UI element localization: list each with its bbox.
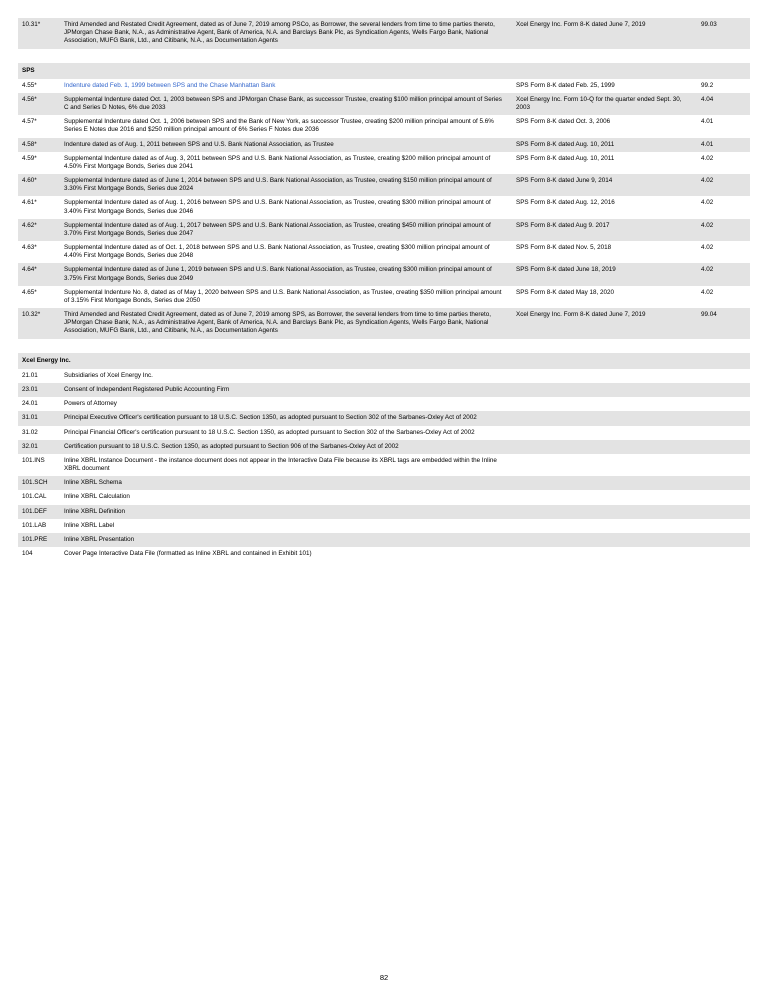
exhibit-description-link[interactable]: Indenture dated Feb. 1, 1999 between SPS and the Chase Manhattan Bank xyxy=(64,81,276,89)
table-row xyxy=(18,490,750,504)
exhibit-method-cell xyxy=(512,533,697,547)
exhibit-description-cell: Certification pursuant to 18 U.S.C. Section 1350, as adopted pursuant to Section 906 of the Sarbanes-Oxley Act of 2002 xyxy=(60,440,512,454)
exhibit-description-cell: Inline XBRL Label xyxy=(60,519,512,533)
exhibit-description-cell: Indenture dated as of Aug. 1, 2011 between SPS and U.S. Bank National Association, as Trustee xyxy=(60,138,512,152)
table-row xyxy=(18,138,750,152)
exhibit-reference-cell xyxy=(697,383,750,397)
exhibit-reference-cell xyxy=(697,490,750,504)
exhibit-description-cell: Supplemental Indenture No. 8, dated as of May 1, 2020 between SPS and U.S. Bank National Association, as Trustee, creating $350 million principal amount of 3.15% First Mortgage Bonds, Series due 2050 xyxy=(60,286,512,308)
exhibit-reference-cell xyxy=(697,426,750,440)
section-heading-label: Xcel Energy Inc. xyxy=(18,353,750,369)
exhibit-description-cell: Subsidiaries of Xcel Energy Inc. xyxy=(60,369,512,383)
exhibit-method-cell xyxy=(512,397,697,411)
exhibit-number-cell: 4.55* xyxy=(18,79,60,93)
exhibit-description-cell: Cover Page Interactive Data File (formatted as Inline XBRL and contained in Exhibit 101) xyxy=(60,547,512,561)
exhibit-number-cell: 101.PRE xyxy=(18,533,60,547)
exhibit-number-cell: 10.32* xyxy=(18,308,60,339)
exhibit-description-cell: Supplemental Indenture dated Oct. 1, 2006 between SPS and the Bank of New York, as successor Trustee, creating $200 million principal amount of 5.6% Series E Notes due 2016 and $250 million principal amount of 6% Series F Notes due 2036 xyxy=(60,115,512,137)
section-heading-row xyxy=(18,353,750,369)
exhibit-number-cell: 4.56* xyxy=(18,93,60,115)
exhibit-method-cell: SPS Form 8-K dated Feb. 25, 1999 xyxy=(512,79,697,93)
exhibit-number-cell: 4.62* xyxy=(18,219,60,241)
exhibit-reference-cell xyxy=(697,547,750,561)
table-row xyxy=(18,369,750,383)
exhibit-description-cell: Supplemental Indenture dated as of Aug. 1, 2017 between SPS and U.S. Bank National Association, as Trustee, creating $450 million principal amount of 3.70% First Mortgage Bonds, Series due 2047 xyxy=(60,219,512,241)
exhibit-method-cell: SPS Form 8-K dated May 18, 2020 xyxy=(512,286,697,308)
exhibit-description-cell: Consent of Independent Registered Public Accounting Firm xyxy=(60,383,512,397)
table-row xyxy=(18,219,750,241)
exhibit-number-cell: 4.58* xyxy=(18,138,60,152)
exhibit-description-cell: Supplemental Indenture dated as of June 1, 2014 between SPS and U.S. Bank National Association, as Trustee, creating $150 million principal amount of 3.30% First Mortgage Bonds, Series due 2024 xyxy=(60,174,512,196)
exhibit-method-cell xyxy=(512,411,697,425)
exhibit-number-cell: 24.01 xyxy=(18,397,60,411)
exhibit-number-cell: 4.57* xyxy=(18,115,60,137)
exhibit-number-cell: 101.LAB xyxy=(18,519,60,533)
section-gap-2 xyxy=(18,339,750,353)
exhibit-table-sps xyxy=(18,63,750,339)
table-row xyxy=(18,426,750,440)
exhibit-method-cell: SPS Form 8-K dated Aug. 10, 2011 xyxy=(512,138,697,152)
table-row xyxy=(18,79,750,93)
exhibit-description-cell: Powers of Attorney xyxy=(60,397,512,411)
exhibit-method-cell xyxy=(512,547,697,561)
exhibit-description-cell: Supplemental Indenture dated as of June 1, 2019 between SPS and U.S. Bank National Association, as Trustee, creating $300 million principal amount of 3.75% First Mortgage Bonds, Series due 2049 xyxy=(60,263,512,285)
exhibit-method-cell xyxy=(512,519,697,533)
exhibit-reference-cell xyxy=(697,505,750,519)
exhibit-method-cell xyxy=(512,454,697,476)
section-heading-label: SPS xyxy=(18,63,750,79)
exhibit-method-cell: SPS Form 8-K dated June 18, 2019 xyxy=(512,263,697,285)
exhibit-description-cell: Principal Executive Officer's certification pursuant to 18 U.S.C. Section 1350, as adopted pursuant to Section 302 of the Sarbanes-Oxley Act of 2002 xyxy=(60,411,512,425)
exhibit-reference-cell: 99.2 xyxy=(697,79,750,93)
table-row xyxy=(18,174,750,196)
exhibit-method-cell xyxy=(512,383,697,397)
table-row xyxy=(18,115,750,137)
exhibit-reference-cell: 4.01 xyxy=(697,138,750,152)
exhibit-method-cell xyxy=(512,490,697,504)
exhibit-number-cell: 101.CAL xyxy=(18,490,60,504)
exhibit-description-cell: Inline XBRL Calculation xyxy=(60,490,512,504)
exhibit-method-cell xyxy=(512,440,697,454)
table-row xyxy=(18,152,750,174)
table-row xyxy=(18,454,750,476)
table-row xyxy=(18,18,750,49)
exhibit-method-cell: Xcel Energy Inc. Form 8-K dated June 7, 2019 xyxy=(512,18,697,49)
exhibit-number-cell: 4.59* xyxy=(18,152,60,174)
exhibit-table-top xyxy=(18,18,750,49)
exhibit-description-cell: Inline XBRL Schema xyxy=(60,476,512,490)
exhibit-reference-cell xyxy=(697,519,750,533)
exhibit-reference-cell: 4.02 xyxy=(697,286,750,308)
exhibit-reference-cell: 4.02 xyxy=(697,174,750,196)
exhibit-number-cell: 4.64* xyxy=(18,263,60,285)
table-row xyxy=(18,286,750,308)
table-row xyxy=(18,263,750,285)
table-row xyxy=(18,308,750,339)
table-row xyxy=(18,241,750,263)
exhibit-reference-cell: 4.02 xyxy=(697,241,750,263)
exhibit-reference-cell xyxy=(697,411,750,425)
exhibit-description-cell: Inline XBRL Definition xyxy=(60,505,512,519)
exhibit-method-cell: SPS Form 8-K dated Aug. 12, 2016 xyxy=(512,196,697,218)
table-row xyxy=(18,383,750,397)
table-row xyxy=(18,440,750,454)
table-row xyxy=(18,93,750,115)
exhibit-number-cell: 4.61* xyxy=(18,196,60,218)
page-number: 82 xyxy=(379,973,389,982)
exhibit-reference-cell: 4.02 xyxy=(697,263,750,285)
exhibit-number-cell: 10.31* xyxy=(18,18,60,49)
exhibit-description-cell: Supplemental Indenture dated Oct. 1, 2003 between SPS and JPMorgan Chase Bank, as successor Trustee, creating $100 million principal amount of Series C and Series D Notes, 6% due 2033 xyxy=(60,93,512,115)
exhibit-number-cell: 4.60* xyxy=(18,174,60,196)
exhibit-method-cell: SPS Form 8-K dated Oct. 3, 2006 xyxy=(512,115,697,137)
exhibit-number-cell: 4.63* xyxy=(18,241,60,263)
exhibit-method-cell: SPS Form 8-K dated Aug 9. 2017 xyxy=(512,219,697,241)
exhibit-description-cell: Supplemental Indenture dated as of Oct. 1, 2018 between SPS and U.S. Bank National Association, as Trustee, creating $300 million principal amount of 4.40% First Mortgage Bonds, Series due 2048 xyxy=(60,241,512,263)
exhibit-reference-cell xyxy=(697,440,750,454)
exhibit-number-cell: 32.01 xyxy=(18,440,60,454)
exhibit-reference-cell: 4.01 xyxy=(697,115,750,137)
exhibit-reference-cell xyxy=(697,533,750,547)
exhibit-number-cell: 101.INS xyxy=(18,454,60,476)
exhibit-number-cell: 101.SCH xyxy=(18,476,60,490)
exhibit-number-cell: 31.02 xyxy=(18,426,60,440)
table-row xyxy=(18,397,750,411)
exhibit-description-cell: Supplemental Indenture dated as of Aug. 1, 2016 between SPS and U.S. Bank National Association, as Trustee, creating $300 million principal amount of 3.40% First Mortgage Bonds, Series due 2046 xyxy=(60,196,512,218)
exhibit-reference-cell: 4.02 xyxy=(697,219,750,241)
exhibit-reference-cell: 4.02 xyxy=(697,196,750,218)
exhibit-description-cell: Principal Financial Officer's certification pursuant to 18 U.S.C. Section 1350, as adopted pursuant to Section 302 of the Sarbanes-Oxley Act of 2002 xyxy=(60,426,512,440)
exhibit-description-cell: Third Amended and Restated Credit Agreement, dated as of June 7, 2019 among PSCo, as Borrower, the several lenders from time to time parties thereto, JPMorgan Chase Bank, N.A., as Administrative Agent, Bank of America, N.A. and Barclays Bank Plc, as Syndication Agents, Wells Fargo Bank, National Association, MUFG Bank, Ltd., and Citibank, N.A., as Documentation Agents xyxy=(60,18,512,49)
exhibit-description-cell[interactable] xyxy=(60,79,512,93)
exhibit-method-cell: SPS Form 8-K dated Aug. 10, 2011 xyxy=(512,152,697,174)
exhibit-method-cell xyxy=(512,505,697,519)
table-row xyxy=(18,547,750,561)
exhibit-method-cell xyxy=(512,426,697,440)
exhibit-reference-cell: 99.04 xyxy=(697,308,750,339)
exhibit-method-cell xyxy=(512,369,697,383)
exhibit-reference-cell: 4.04 xyxy=(697,93,750,115)
exhibit-number-cell: 4.65* xyxy=(18,286,60,308)
table-row xyxy=(18,476,750,490)
exhibit-number-cell: 104 xyxy=(18,547,60,561)
exhibit-reference-cell xyxy=(697,397,750,411)
exhibit-number-cell: 23.01 xyxy=(18,383,60,397)
exhibit-description-cell: Inline XBRL Instance Document - the instance document does not appear in the Interactive Data File because its XBRL tags are embedded within the Inline XBRL document xyxy=(60,454,512,476)
exhibit-reference-cell xyxy=(697,476,750,490)
table-row xyxy=(18,411,750,425)
exhibit-description-cell: Third Amended and Restated Credit Agreement, dated as of June 7, 2019 among SPS, as Borrower, the several lenders from time to time parties thereto, JPMorgan Chase Bank, N.A., as Administrative Agent, Bank of America, N.A. and Barclays Bank Plc, as Syndication Agents, Wells Fargo Bank, National Association, MUFG Bank, Ltd., and Citibank, N.A., as Documentation Agents xyxy=(60,308,512,339)
exhibit-method-cell: SPS Form 8-K dated June 9, 2014 xyxy=(512,174,697,196)
table-row xyxy=(18,196,750,218)
section-gap-1 xyxy=(18,49,750,63)
exhibit-description-cell: Inline XBRL Presentation xyxy=(60,533,512,547)
exhibit-reference-cell: 99.03 xyxy=(697,18,750,49)
exhibit-reference-cell xyxy=(697,454,750,476)
table-row xyxy=(18,519,750,533)
exhibit-reference-cell xyxy=(697,369,750,383)
exhibit-number-cell: 31.01 xyxy=(18,411,60,425)
exhibit-method-cell xyxy=(512,476,697,490)
exhibit-method-cell: Xcel Energy Inc. Form 8-K dated June 7, 2019 xyxy=(512,308,697,339)
exhibit-description-cell: Supplemental Indenture dated as of Aug. 3, 2011 between SPS and U.S. Bank National Association, as Trustee, creating $200 million principal amount of 4.50% First Mortgage Bonds, Series due 2041 xyxy=(60,152,512,174)
exhibit-reference-cell: 4.02 xyxy=(697,152,750,174)
exhibit-table-xcel xyxy=(18,353,750,562)
section-heading-row xyxy=(18,63,750,79)
exhibit-number-cell: 101.DEF xyxy=(18,505,60,519)
table-row xyxy=(18,505,750,519)
table-row xyxy=(18,533,750,547)
exhibit-number-cell: 21.01 xyxy=(18,369,60,383)
exhibit-method-cell: Xcel Energy Inc. Form 10-Q for the quarter ended Sept. 30, 2003 xyxy=(512,93,697,115)
exhibit-method-cell: SPS Form 8-K dated Nov. 5, 2018 xyxy=(512,241,697,263)
